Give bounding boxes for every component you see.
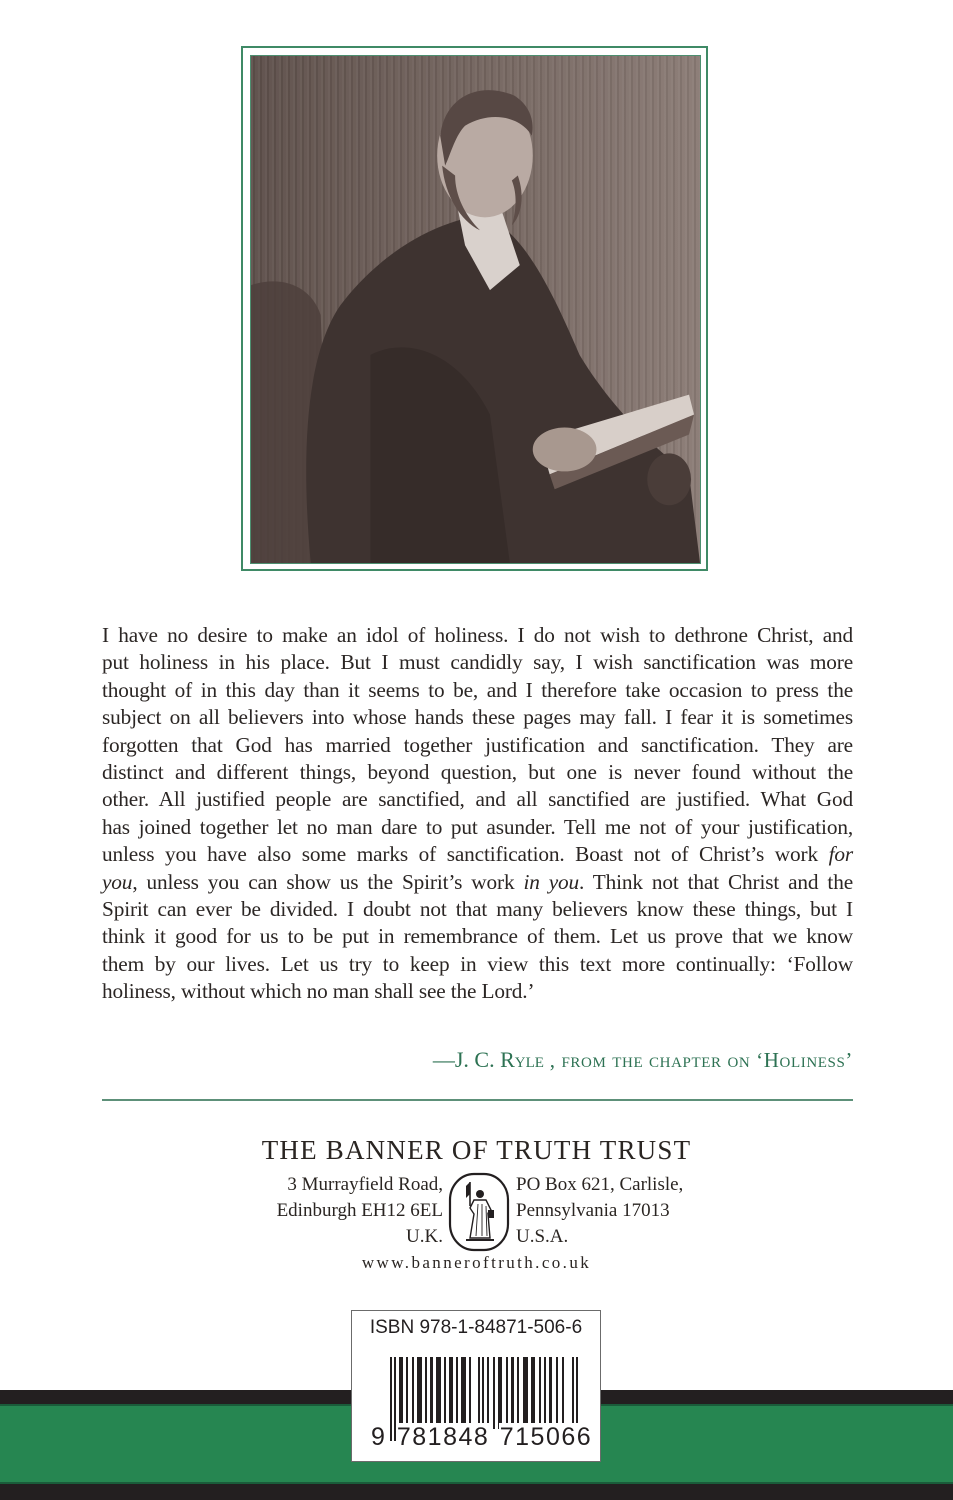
address-line: Pennsylvania 17013	[516, 1200, 670, 1221]
us-address	[516, 1172, 683, 1250]
quote-emphasis: for	[828, 842, 853, 867]
uk-address	[277, 1172, 443, 1250]
quote-line	[102, 841, 853, 868]
barcode-digit-group: 781848	[396, 1423, 490, 1451]
address-line: U.K.	[406, 1226, 443, 1247]
portrait-figure-icon	[251, 56, 700, 563]
quote-attribution	[433, 1047, 853, 1073]
quote-line: forgotten that God has married together justification and sanctification. They are	[102, 732, 853, 757]
isbn-barcode	[351, 1310, 601, 1462]
quote-segment: unless you have also some marks of sanctification. Boast not of Christ’s work	[102, 842, 829, 867]
quote-line: think it good for us to be put in remembrance of them. Let us prove that we know	[102, 924, 853, 949]
barcode-digit-prefix: 9	[371, 1423, 387, 1451]
publisher-name: THE BANNER OF TRUTH TRUST	[261, 1135, 692, 1165]
quote-emphasis: in you	[523, 869, 579, 894]
quote-line: distinct and different things, beyond question, but one is never found without the	[102, 760, 853, 785]
isbn-label: ISBN 978-1-84871-506-6	[369, 1317, 583, 1338]
quote-segment: , unless you can show us the Spirit’s work	[132, 869, 524, 894]
quote-line: holiness, without which no man shall see the Lord.’	[102, 979, 535, 1004]
banner-bearer-logo-icon	[448, 1172, 510, 1252]
address-line: Edinburgh EH12 6EL	[276, 1200, 443, 1221]
quote-segment: . Think not that Christ and the	[579, 869, 853, 894]
quote-text	[102, 622, 853, 1006]
address-line: 3 Murrayfield Road,	[287, 1174, 443, 1195]
barcode-digits	[370, 1423, 592, 1452]
quote-line: put holiness in his place. But I must candidly say, I wish sanctification was more	[102, 650, 853, 675]
quote-line: has joined together let no man dare to put asunder. Tell me not of your justification,	[102, 814, 853, 839]
quote-line	[102, 869, 853, 896]
quote-line: Spirit can ever be divided. I doubt not that many believers know these things, but I	[102, 897, 853, 922]
quote-line: thought of in this day than it seems to be, and I therefore take occasion to press the	[102, 677, 853, 702]
section-divider	[102, 1099, 853, 1101]
quote-line: subject on all believers into whose hands these pages may fall. I fear it is sometimes	[102, 705, 853, 730]
quote-line: other. All justified people are sanctified, and all sanctified are justified. What God	[102, 787, 853, 812]
portrait-engraving	[251, 56, 700, 563]
quote-line: them by our lives. Let us try to keep in view this text more continually: ‘Follow	[102, 951, 853, 976]
bottom-band-dark-bottom	[0, 1484, 953, 1500]
quote-emphasis: you	[102, 869, 133, 894]
publisher-website-link[interactable]: www.banneroftruth.co.uk	[361, 1253, 592, 1272]
barcode-digit-group: 715066	[499, 1423, 593, 1451]
address-line: U.S.A.	[516, 1226, 569, 1247]
portrait-image	[250, 55, 701, 564]
author-name: —J. C. Ryle	[432, 1047, 544, 1072]
address-line: PO Box 621, Carlisle,	[516, 1174, 684, 1195]
quote-line: I have no desire to make an idol of holiness. I do not wish to dethrone Christ, and	[102, 623, 853, 647]
attribution-source: , from the chapter on ‘Holiness’	[543, 1048, 853, 1072]
